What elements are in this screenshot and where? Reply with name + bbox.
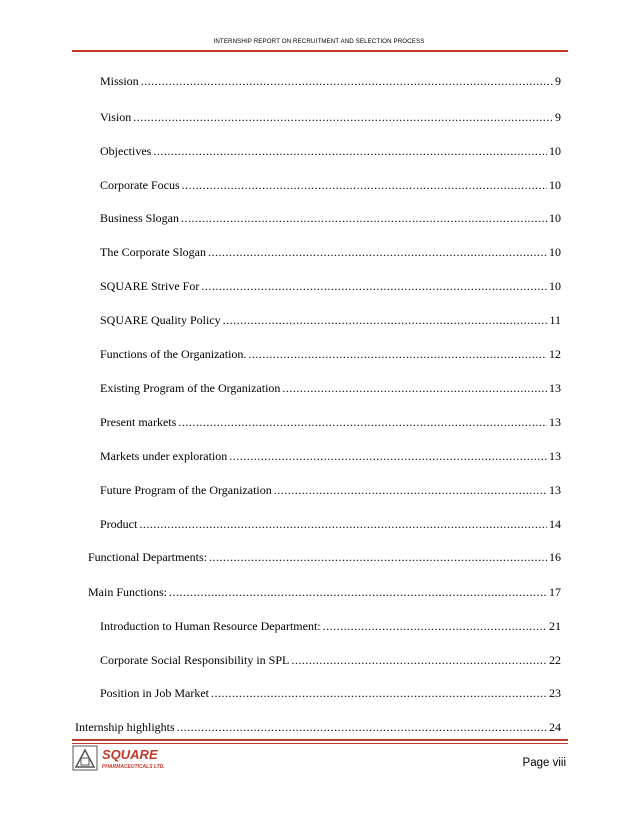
toc-entry-label: Mission — [100, 74, 139, 88]
square-logo — [72, 745, 182, 773]
toc-leader-dots — [211, 686, 547, 700]
toc-leader-dots — [282, 381, 547, 395]
header-title: INTERNSHIP REPORT ON RECRUITMENT AND SELECTION PROCESS — [213, 38, 425, 45]
toc-entry-page: 17 — [549, 585, 561, 599]
toc-entry-label: Internship highlights — [75, 720, 175, 734]
toc-entry[interactable] — [100, 449, 561, 463]
logo-subtitle: PHARMACEUTICALS LTD. — [102, 764, 165, 770]
toc-entry-page: 10 — [549, 211, 561, 225]
toc-entry-page: 11 — [549, 313, 561, 327]
toc-entry-label: Existing Program of the Organization — [100, 381, 281, 395]
toc-leader-dots — [209, 550, 547, 564]
toc-entry-label: Future Program of the Organization — [100, 483, 272, 497]
toc-entry-label: Markets under exploration — [100, 449, 228, 463]
toc-entry-page: 10 — [549, 178, 561, 192]
toc-entry[interactable] — [100, 279, 561, 293]
toc-entry-label: The Corporate Slogan — [100, 245, 206, 259]
toc-entry-page: 9 — [555, 110, 561, 124]
toc-entry-label: Objectives — [100, 144, 152, 158]
toc-entry[interactable] — [100, 483, 561, 497]
toc-entry[interactable] — [75, 720, 561, 734]
toc-entry-page: 10 — [549, 245, 561, 259]
toc-entry-label: Product — [100, 517, 138, 531]
toc-entry[interactable] — [100, 653, 561, 667]
toc-leader-dots — [229, 449, 547, 463]
toc-entry-page: 13 — [549, 381, 561, 395]
toc-leader-dots — [169, 585, 547, 599]
toc-entry[interactable] — [100, 415, 561, 429]
toc-entry[interactable] — [100, 178, 561, 192]
toc-entry-label: Functions of the Organization. — [100, 347, 247, 361]
toc-entry-label: Vision — [100, 110, 132, 124]
header-rule — [72, 50, 568, 52]
toc-entry-page: 23 — [549, 686, 561, 700]
toc-entry-page: 22 — [549, 653, 561, 667]
toc-entry-page: 10 — [549, 279, 561, 293]
toc-entry-label: Introduction to Human Resource Department: — [100, 619, 321, 633]
toc-leader-dots — [181, 211, 547, 225]
toc-leader-dots — [177, 720, 547, 734]
toc-entry-page: 12 — [549, 347, 561, 361]
toc-entry[interactable] — [100, 110, 561, 124]
toc-leader-dots — [323, 619, 547, 633]
toc-leader-dots — [141, 74, 553, 88]
toc-entry-label: Business Slogan — [100, 211, 180, 225]
toc-leader-dots — [208, 245, 547, 259]
toc-entry-page: 10 — [549, 144, 561, 158]
toc-entry-label: SQUARE Quality Policy — [100, 313, 221, 327]
toc-leader-dots — [133, 110, 553, 124]
toc-leader-dots — [291, 653, 547, 667]
toc-entry[interactable] — [100, 313, 561, 327]
footer-rule — [72, 739, 568, 741]
toc-entry[interactable] — [100, 211, 561, 225]
logo-name: SQUARE — [102, 747, 158, 762]
footer-rule-thin — [72, 743, 568, 744]
toc-leader-dots — [223, 313, 548, 327]
toc-entry-label: Present markets — [100, 415, 177, 429]
toc-entry-label: Position in Job Market — [100, 686, 210, 700]
toc-leader-dots — [248, 347, 547, 361]
toc-entry-label: Main Functions: — [88, 585, 168, 599]
toc-entry-label: Corporate Focus — [100, 178, 180, 192]
toc-leader-dots — [153, 144, 547, 158]
toc-leader-dots — [274, 483, 547, 497]
toc-entry[interactable] — [100, 517, 561, 531]
toc-entry[interactable] — [100, 74, 561, 88]
page-number: Page viii — [522, 757, 566, 769]
toc-entry[interactable] — [100, 686, 561, 700]
toc-entry[interactable] — [88, 550, 561, 564]
toc-entry-page: 14 — [549, 517, 561, 531]
toc-entry-page: 13 — [549, 415, 561, 429]
toc-entry[interactable] — [100, 245, 561, 259]
toc-entry-page: 9 — [555, 74, 561, 88]
toc-entry[interactable] — [100, 144, 561, 158]
toc-leader-dots — [178, 415, 547, 429]
toc-entry-label: Corporate Social Responsibility in SPL — [100, 653, 290, 667]
toc-entry-page: 24 — [549, 720, 561, 734]
toc-entry[interactable] — [100, 381, 561, 395]
toc-entry-page: 13 — [549, 483, 561, 497]
toc-entry-page: 16 — [549, 550, 561, 564]
toc-leader-dots — [139, 517, 547, 531]
toc-entry-page: 13 — [549, 449, 561, 463]
toc-entry[interactable] — [100, 619, 561, 633]
toc-entry-label: SQUARE Strive For — [100, 279, 200, 293]
toc-entry[interactable] — [100, 347, 561, 361]
toc-leader-dots — [182, 178, 547, 192]
toc-entry-page: 21 — [549, 619, 561, 633]
toc-entry[interactable] — [88, 585, 561, 599]
toc-entry-label: Functional Departments: — [88, 550, 207, 564]
toc-leader-dots — [201, 279, 547, 293]
